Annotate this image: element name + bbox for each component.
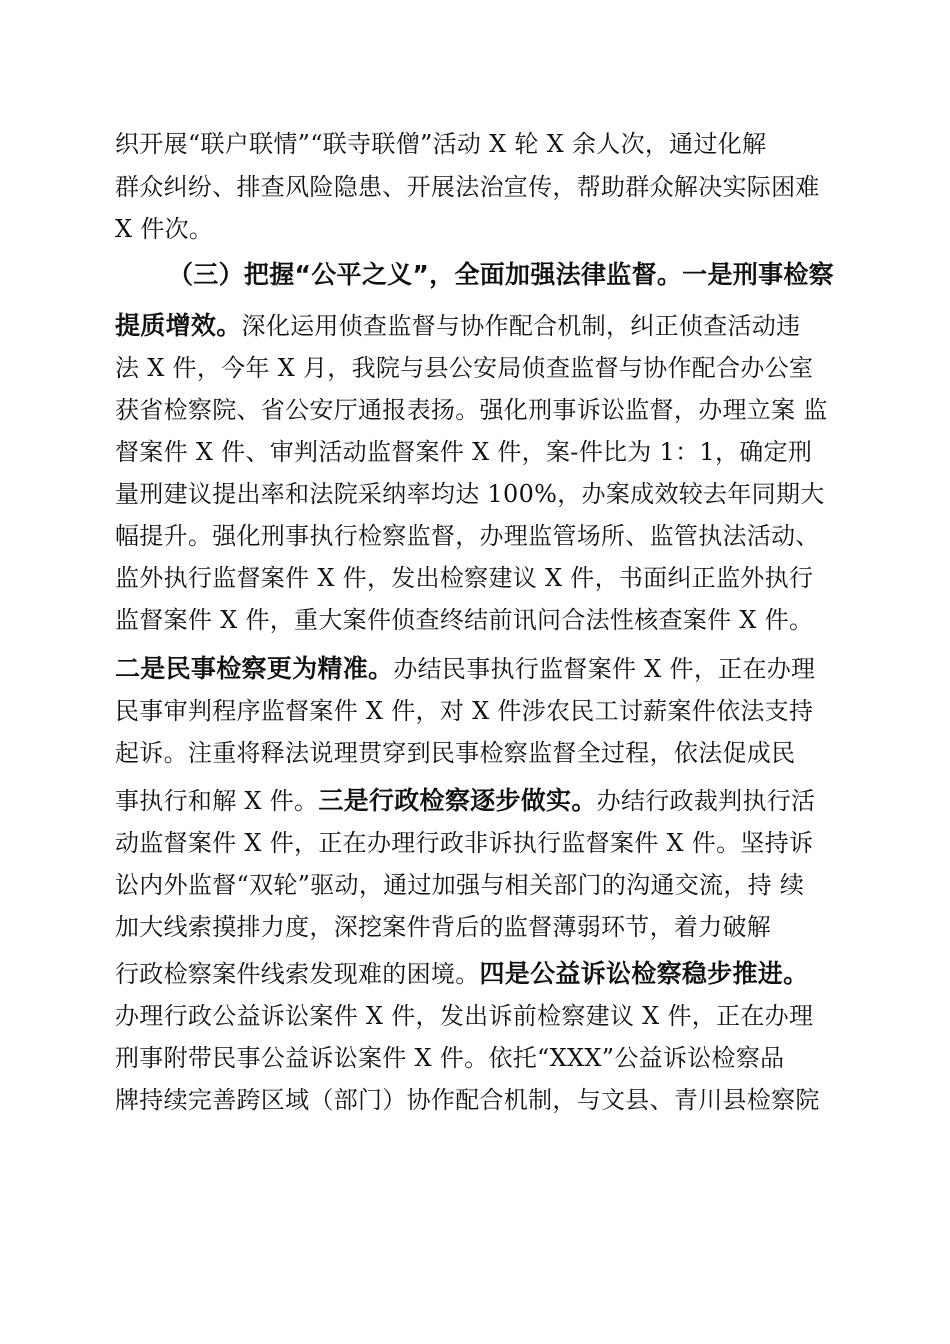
text-line: X 件次。 <box>115 215 214 243</box>
text-line: 监外执行监督案件 X 件，发出检察建议 X 件，书面纠正监外执行 <box>115 564 814 592</box>
text-line: 刑事附带民事公益诉讼案件 X 件。依托“XXX”公益诉讼检察品 <box>115 1044 785 1072</box>
text-line: 法 X 件，今年 X 月，我院与县公安局侦查监督与协作配合办公室 <box>115 354 814 382</box>
text-line: 动监督案件 X 件，正在办理行政非诉执行监督案件 X 件。坚持诉 <box>115 829 814 857</box>
text-line: 行政检察案件线索发现难的困境。四是公益诉讼检察稳步推进。 <box>115 959 809 988</box>
text-line: 办理行政公益诉讼案件 X 件，发出诉前检察建议 X 件，正在办理 <box>115 1002 814 1030</box>
text-line: 牌持续完善跨区域（部门）协作配合机制，与文县、青川县检察院 <box>115 1086 820 1114</box>
text-line: 织开展“联户联情”“联寺联僧”活动 X 轮 X 余人次，通过化解 <box>115 130 767 158</box>
text-line: 幅提升。强化刑事执行检察监督，办理监管场所、监管执法活动、 <box>115 522 820 550</box>
text-line: 提质增效。深化运用侦查监督与协作配合机制，纠正侦查活动违 <box>115 311 801 340</box>
text-line: 量刑建议提出率和法院采纳率均达 100%，办案成效较去年同期大 <box>115 480 825 508</box>
text-line: 事执行和解 X 件。三是行政检察逐步做实。办结行政裁判执行活 <box>115 786 816 815</box>
text-line: 加大线索摸排力度，深挖案件背后的监督薄弱环节，着力破解 <box>115 913 772 941</box>
text-line: 获省检察院、省公安厅通报表扬。强化刑事诉讼监督，办理立案 监 <box>115 396 828 424</box>
text-line: 二是民事检察更为精准。办结民事执行监督案件 X 件，正在办理 <box>115 654 816 683</box>
text-line: 督案件 X 件、审判活动监督案件 X 件，案-件比为 1：1，确定刑 <box>115 438 813 466</box>
text-line: 民事审判程序监督案件 X 件，对 X 件涉农民工讨薪案件依法支持 <box>115 697 814 725</box>
text-line: 起诉。注重将释法说理贯穿到民事检察监督全过程，依法促成民 <box>115 739 796 767</box>
text-line: 监督案件 X 件，重大案件侦查终结前讯问合法性核查案件 X 件。 <box>115 606 814 634</box>
text-line: 群众纠纷、排查风险隐患、开展法治宣传，帮助群众解决实际困难 <box>115 173 820 201</box>
text-line: 讼内外监督“双轮”驱动，通过加强与相关部门的沟通交流，持 续 <box>115 871 805 899</box>
section-heading: （三）把握“公平之义”，全面加强法律监督。一是刑事检察 <box>168 260 834 289</box>
